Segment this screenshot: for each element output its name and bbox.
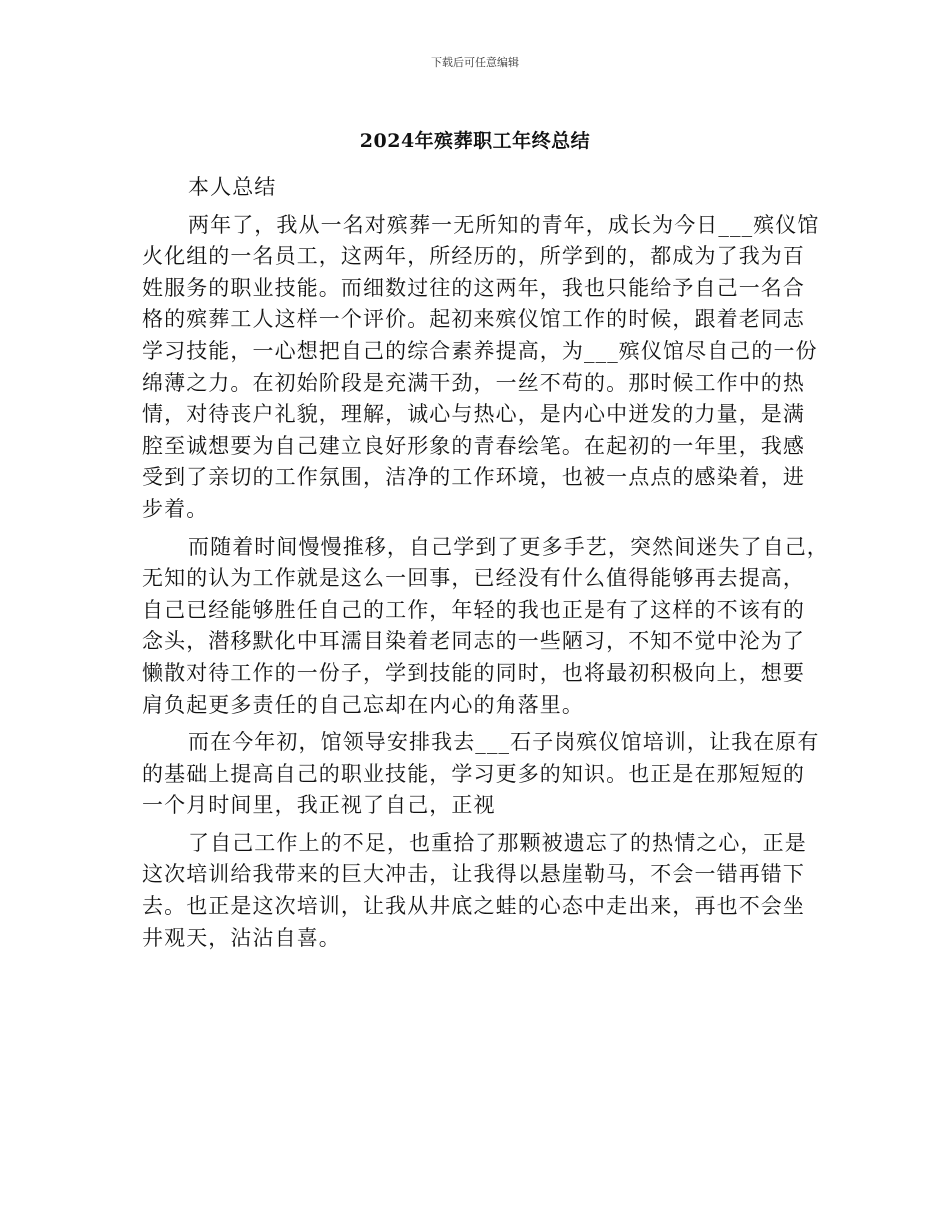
text-line: 而随着时间慢慢推移，自己学到了更多手艺，突然间迷失了自己， [188,534,829,559]
document-title: 2024年殡葬职工年终总结 [359,130,591,152]
text-line: 步着。 [142,496,209,521]
text-line: 肩负起更多责任的自己忘却在内心的角落里。 [142,692,584,717]
text-line: 而在今年初，馆领导安排我去___石子岗殡仪馆培训，让我在原有 [188,730,820,755]
text-line: 绵薄之力。在初始阶段是充满干劲，一丝不苟的。那时候工作中的热 [142,370,805,395]
text-line: 一个月时间里，我正视了自己，正视 [142,793,496,818]
text-line: 念头，潜移默化中耳濡目染着老同志的一些陋习，不知不觉中沦为了 [142,629,805,654]
text-line: 这次培训给我带来的巨大冲击，让我得以悬崖勒马，不会一错再错下 [142,862,805,887]
text-line: 格的殡葬工人这样一个评价。起初来殡仪馆工作的时候，跟着老同志 [142,307,805,332]
text-line: 姓服务的职业技能。而细数过往的这两年，我也只能给予自己一名合 [142,275,805,300]
text-line: 了自己工作上的不足，也重拾了那颗被遗忘了的热情之心，正是 [188,830,807,855]
text-line: 懒散对待工作的一份子，学到技能的同时，也将最初积极向上，想要 [142,660,805,685]
text-line: 两年了，我从一名对殡葬一无所知的青年，成长为今日___殡仪馆 [188,212,820,237]
text-line: 井观天，沾沾自喜。 [142,925,341,950]
document-body [142,172,829,954]
text-line: 学习技能，一心想把自己的综合素养提高，为___殡仪馆尽自己的一份 [142,338,818,363]
text-line: 火化组的一名员工，这两年，所经历的，所学到的，都成为了我为百 [142,244,805,269]
text-line: 去。也正是这次培训，让我从井底之蛙的心态中走出来，再也不会坐 [142,894,805,919]
text-line: 腔至诚想要为自己建立良好形象的青春绘笔。在起初的一年里，我感 [142,433,805,458]
section-heading: 本人总结 [188,175,277,199]
page-header-note: 下载后可任意编辑 [431,56,519,69]
text-line: 自己已经能够胜任自己的工作，年轻的我也正是有了这样的不该有的 [142,597,805,622]
text-line: 受到了亲切的工作氛围，洁净的工作环境，也被一点点的感染着，进 [142,465,805,490]
text-line: 情，对待丧户礼貌，理解，诚心与热心，是内心中迸发的力量，是满 [142,402,805,427]
text-line: 无知的认为工作就是这么一回事，已经没有什么值得能够再去提高， [142,566,805,591]
text-line: 的基础上提高自己的职业技能，学习更多的知识。也正是在那短短的 [142,761,805,786]
